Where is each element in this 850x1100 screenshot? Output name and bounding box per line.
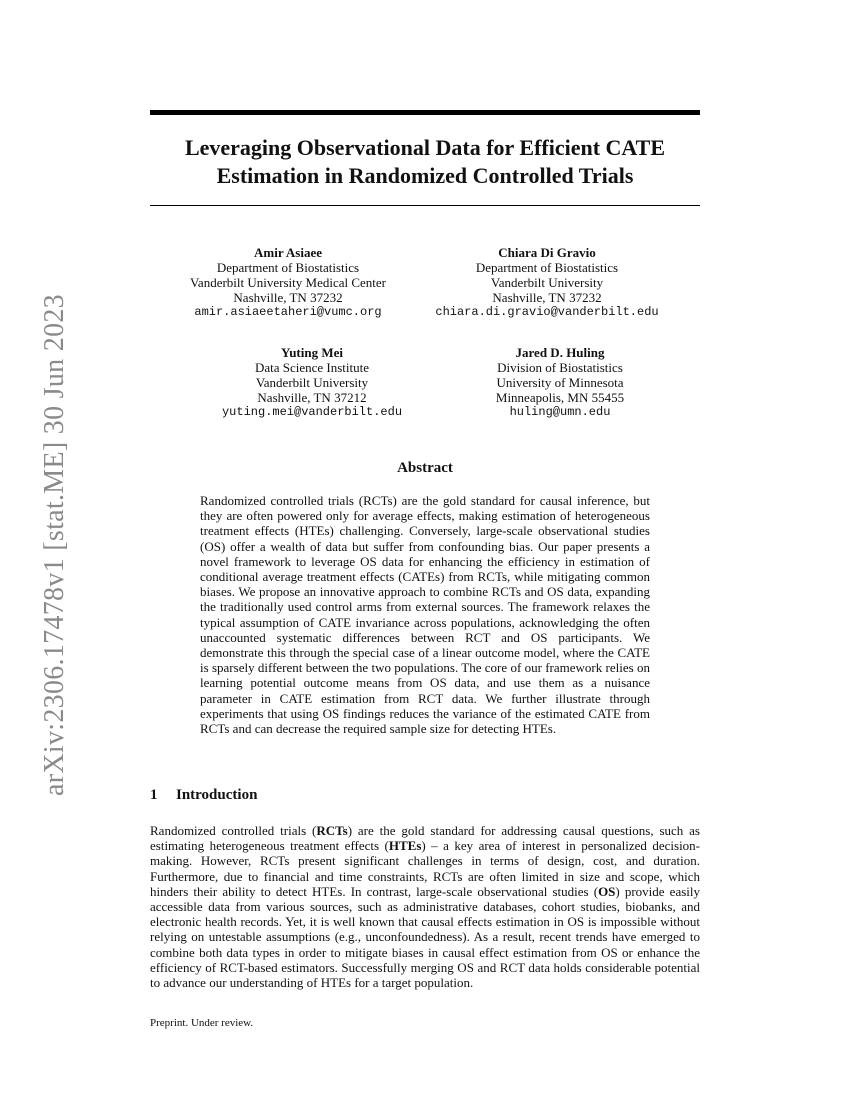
author-department: Department of Biostatistics	[216, 260, 360, 275]
paper-title-line-1: Leveraging Observational Data for Efficient CATE	[184, 135, 666, 160]
author-email: huling@umn.edu	[509, 405, 611, 419]
author-block	[397, 245, 697, 320]
author-email: chiara.di.gravio@vanderbilt.edu	[435, 305, 659, 319]
section-number: 1	[150, 787, 158, 803]
intro-text-part: ) provide easily accessible data from various sources, such as administrative databases, cohort studies, biobanks, and electronic health records. Yet, it is well known that causal effects estimation in OS is impossible without relying on untestable assumptions (e.g., unconfoundedness). As a result, recent trends have emerged to combine both data types in order to mitigate biases in causal effect estimation from OS or enhance the efficiency of RCT-based estimators. Successfully merging OS and RCT data holds considerable potential to advance our understanding of HTEs for a target population.	[150, 883, 700, 991]
author-institution: University of Minnesota	[496, 375, 624, 390]
author-address: Minneapolis, MN 55455	[495, 390, 625, 405]
introduction-paragraph	[150, 823, 700, 990]
author-address: Nashville, TN 37232	[233, 290, 343, 305]
section-title: Introduction	[176, 787, 258, 803]
paper-title-line-2: Estimation in Randomized Controlled Trials	[216, 163, 634, 188]
author-name: Chiara Di Gravio	[498, 245, 596, 260]
intro-term-os: OS	[598, 883, 616, 899]
intro-text-part: ) are the gold standard for addressing causal questions, such as estimating heterogeneous treatment effects (	[150, 823, 700, 854]
author-email: yuting.mei@vanderbilt.edu	[221, 405, 403, 419]
author-department: Data Science Institute	[254, 360, 370, 375]
author-address: Nashville, TN 37212	[257, 390, 367, 405]
paper-title	[150, 134, 700, 190]
arxiv-identifier: arXiv:2306.17478v1 [stat.ME] 30 Jun 2023	[39, 294, 70, 796]
intro-text-part: ) – a key area of interest in personalized decision-making. However, RCTs present significant challenges in terms of design, cost, and duration. Furthermore, due to financial and time constraints, RCTs are often limited in size and scope, which hinders their ability to detect HTEs. In contrast, large-scale observational studies (	[150, 838, 701, 899]
section-heading-introduction	[150, 787, 257, 804]
author-name: Yuting Mei	[281, 345, 343, 360]
author-block	[410, 345, 710, 420]
intro-term-rcts: RCTs	[316, 823, 348, 838]
intro-text-part: Randomized controlled trials (	[150, 823, 317, 838]
author-institution: Vanderbilt University	[255, 375, 369, 390]
author-department: Department of Biostatistics	[475, 260, 619, 275]
title-top-rule	[150, 110, 700, 115]
abstract-heading: Abstract	[397, 460, 453, 476]
intro-term-htes: HTEs	[388, 838, 422, 854]
author-department: Division of Biostatistics	[497, 360, 623, 375]
author-institution: Vanderbilt University Medical Center	[189, 275, 387, 290]
author-name: Amir Asiaee	[254, 245, 322, 260]
author-name: Jared D. Huling	[515, 345, 605, 360]
author-block	[138, 245, 438, 320]
abstract-text: Randomized controlled trials (RCTs) are the gold standard for causal inference, but they are often powered only for average effects, making estimation of heterogeneous treatment effects (HTEs) challenging. Conversely, large-scale observational studies (OS) offer a wealth of data but suffer from confounding bias. Our paper presents a novel framework to leverage OS data for enhancing the efficiency in estimation of conditional average treatment effects (CATEs) from RCTs, while mitigating common biases. We propose an innovative approach to combine RCTs and OS data, expanding the traditionally used control arms from external sources. The framework relaxes the typical assumption of CATE invariance across populations, acknowledging the often unaccounted systematic differences between RCT and OS participants. We demonstrate this through the special case of a linear outcome model, where the CATE is sparsely different between the two populations. The core of our framework relies on learning potential outcome means from OS data, and use them as a nuisance parameter in CATE estimation from RCT data. We further illustrate through experiments that using OS findings reduces the variance of the estimated CATE from RCTs and can decrease the required sample size for detecting HTEs.	[200, 493, 650, 737]
title-bottom-rule	[150, 205, 700, 206]
author-email: amir.asiaeetaheri@vumc.org	[194, 305, 382, 319]
author-address: Nashville, TN 37232	[492, 290, 602, 305]
author-institution: Vanderbilt University	[490, 275, 604, 290]
preprint-footer: Preprint. Under review.	[150, 1017, 254, 1029]
